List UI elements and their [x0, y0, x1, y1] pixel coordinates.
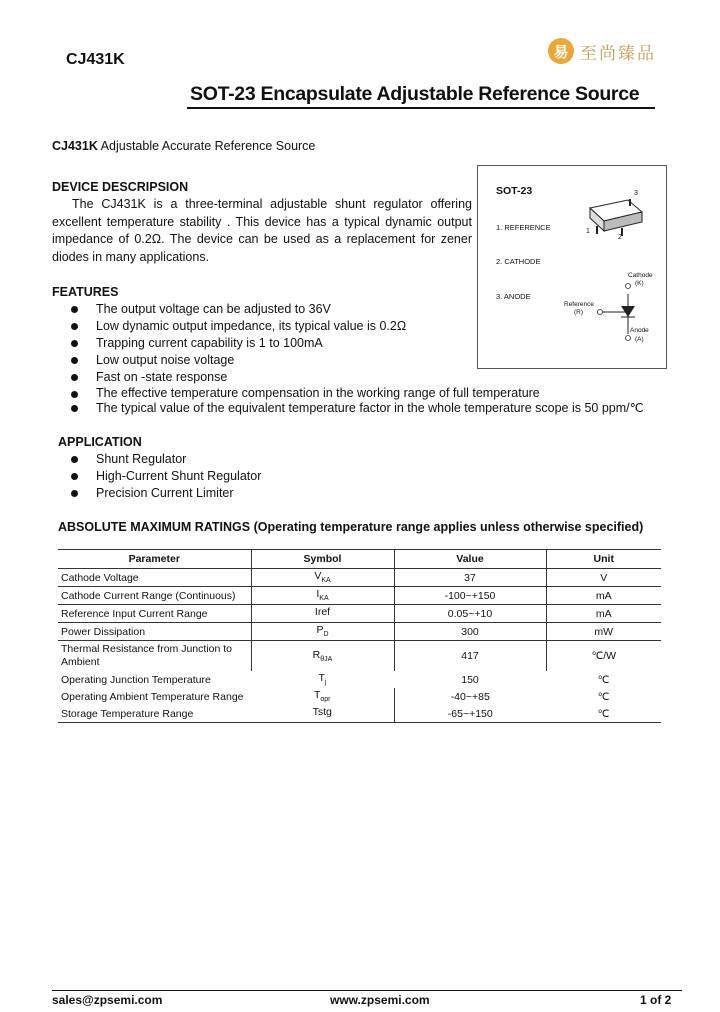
- application-heading: APPLICATION: [58, 435, 142, 449]
- description-heading: DEVICE DESCRIPSION: [52, 180, 189, 194]
- symbol-cell: $T_j$: [318, 672, 327, 687]
- unit-cell: mW: [546, 623, 661, 641]
- footer-rule: [52, 990, 682, 991]
- feature-item: The output voltage can be adjusted to 36V: [69, 301, 644, 318]
- table-row: [58, 569, 661, 587]
- anode-sub: (A): [635, 336, 644, 343]
- logo-mark-icon: 易: [548, 38, 574, 64]
- unit-cell: V: [546, 569, 661, 587]
- param-cell: Power Dissipation: [58, 623, 251, 641]
- description-body: The CJ431K is a three-terminal adjustable shunt regulator offering excellent temperature stability . This device has a typical dynamic output impedance of 0.2Ω. The device can be used as a replacement for zener diodes in many applications.: [52, 197, 472, 264]
- value-cell: 0.05~+10: [394, 605, 546, 623]
- param-cell: Storage Temperature Range: [58, 705, 251, 723]
- footer-website[interactable]: www.zpsemi.com: [330, 993, 430, 1007]
- value-cell: 37: [394, 569, 546, 587]
- symbol-cell: $I_{KA}$: [251, 587, 394, 605]
- pin-label: 1. REFERENCE: [496, 223, 551, 232]
- value-cell: 300: [394, 623, 546, 641]
- part-number: CJ431K: [66, 51, 125, 68]
- anode-label: Anode: [630, 327, 649, 334]
- param-cell: Thermal Resistance from Junction to Ambient: [61, 643, 232, 668]
- subtitle-text: Adjustable Accurate Reference Source: [100, 139, 316, 153]
- unit-cell: mA: [546, 587, 661, 605]
- unit-cell: ℃: [597, 690, 610, 703]
- reference-label: Reference: [564, 301, 594, 308]
- description-text: [52, 196, 472, 266]
- features-heading: FEATURES: [52, 285, 119, 299]
- pin-number: 1: [586, 228, 590, 235]
- footer-email[interactable]: sales@zpsemi.com: [52, 993, 163, 1007]
- param-cell: Cathode Voltage: [58, 569, 251, 587]
- subtitle-part: CJ431K: [52, 139, 98, 153]
- symbol-cell: $R_{\theta JA}$: [251, 641, 394, 672]
- logo-text: 至尚臻品: [580, 43, 656, 64]
- unit-cell: ℃: [597, 673, 610, 686]
- subtitle: [52, 139, 315, 153]
- col-header: Parameter: [58, 550, 251, 569]
- param-cell: Reference Input Current Range: [58, 605, 251, 623]
- table-header-row: [58, 550, 661, 569]
- package-title: SOT-23: [496, 185, 533, 197]
- footer-page-number: 1 of 2: [640, 993, 672, 1007]
- cathode-label: Cathode: [628, 272, 653, 279]
- unit-cell: mA: [546, 605, 661, 623]
- symbol-cell: Tstg: [251, 705, 394, 723]
- application-list: [69, 451, 261, 502]
- feature-item: The typical value of the equivalent temperature factor in the whole temperature scope is 50 ppm/℃: [69, 400, 644, 417]
- feature-item: Trapping current capability is 1 to 100mA: [69, 335, 644, 352]
- pin-number: 2: [618, 234, 622, 241]
- col-header: Symbol: [251, 550, 394, 569]
- pin-label: 2. CATHODE: [496, 257, 541, 266]
- table-row: [58, 623, 661, 641]
- table-row: [58, 641, 661, 672]
- ratings-table: [58, 549, 661, 723]
- symbol-cell: $P_D$: [251, 623, 394, 641]
- value-cell: -100~+150: [394, 587, 546, 605]
- table-row: [58, 705, 661, 723]
- reference-sub: (R): [574, 309, 584, 316]
- table-row: [58, 587, 661, 605]
- symbol-cell: $V_{KA}$: [251, 569, 394, 587]
- value-cell: -40~+85: [394, 688, 546, 705]
- param-cell: Cathode Current Range (Continuous): [58, 587, 251, 605]
- unit-cell: ℃/W: [546, 641, 661, 672]
- feature-item: Fast on -state response: [69, 369, 644, 386]
- application-item: High-Current Shunt Regulator: [69, 468, 261, 485]
- col-header: Unit: [546, 550, 661, 569]
- value-cell: 417: [394, 641, 546, 672]
- application-item: Precision Current Limiter: [69, 485, 261, 502]
- package-diagram: [477, 165, 667, 369]
- feature-item: The effective temperature compensation in the working range of full temperature: [69, 386, 644, 400]
- ratings-heading: ABSOLUTE MAXIMUM RATINGS (Operating temperature range applies unless otherwise specified): [58, 520, 644, 534]
- param-cell: Operating Ambient Temperature Range: [61, 690, 244, 703]
- feature-item: Low output noise voltage: [69, 352, 644, 369]
- col-header: Value: [394, 550, 546, 569]
- param-cell: Operating Junction Temperature: [61, 673, 211, 686]
- table-row: [58, 671, 661, 688]
- feature-item: Low dynamic output impedance, its typical value is 0.2Ω: [69, 318, 644, 335]
- value-cell: -65~+150: [394, 705, 546, 723]
- application-item: Shunt Regulator: [69, 451, 261, 468]
- table-row: [58, 605, 661, 623]
- pin-label: 3. ANODE: [496, 292, 531, 301]
- symbol-cell: Iref: [251, 605, 394, 623]
- cathode-sub: (K): [635, 280, 644, 287]
- company-logo: [548, 38, 656, 64]
- document-title: SOT-23 Encapsulate Adjustable Reference Source: [190, 83, 640, 105]
- symbol-cell: $T_{opr}$: [313, 689, 331, 704]
- unit-cell: ℃: [546, 705, 661, 723]
- title-underline: [187, 107, 655, 109]
- pin-number: 3: [634, 190, 638, 197]
- value-cell: 150: [461, 673, 479, 686]
- table-row: [58, 688, 661, 705]
